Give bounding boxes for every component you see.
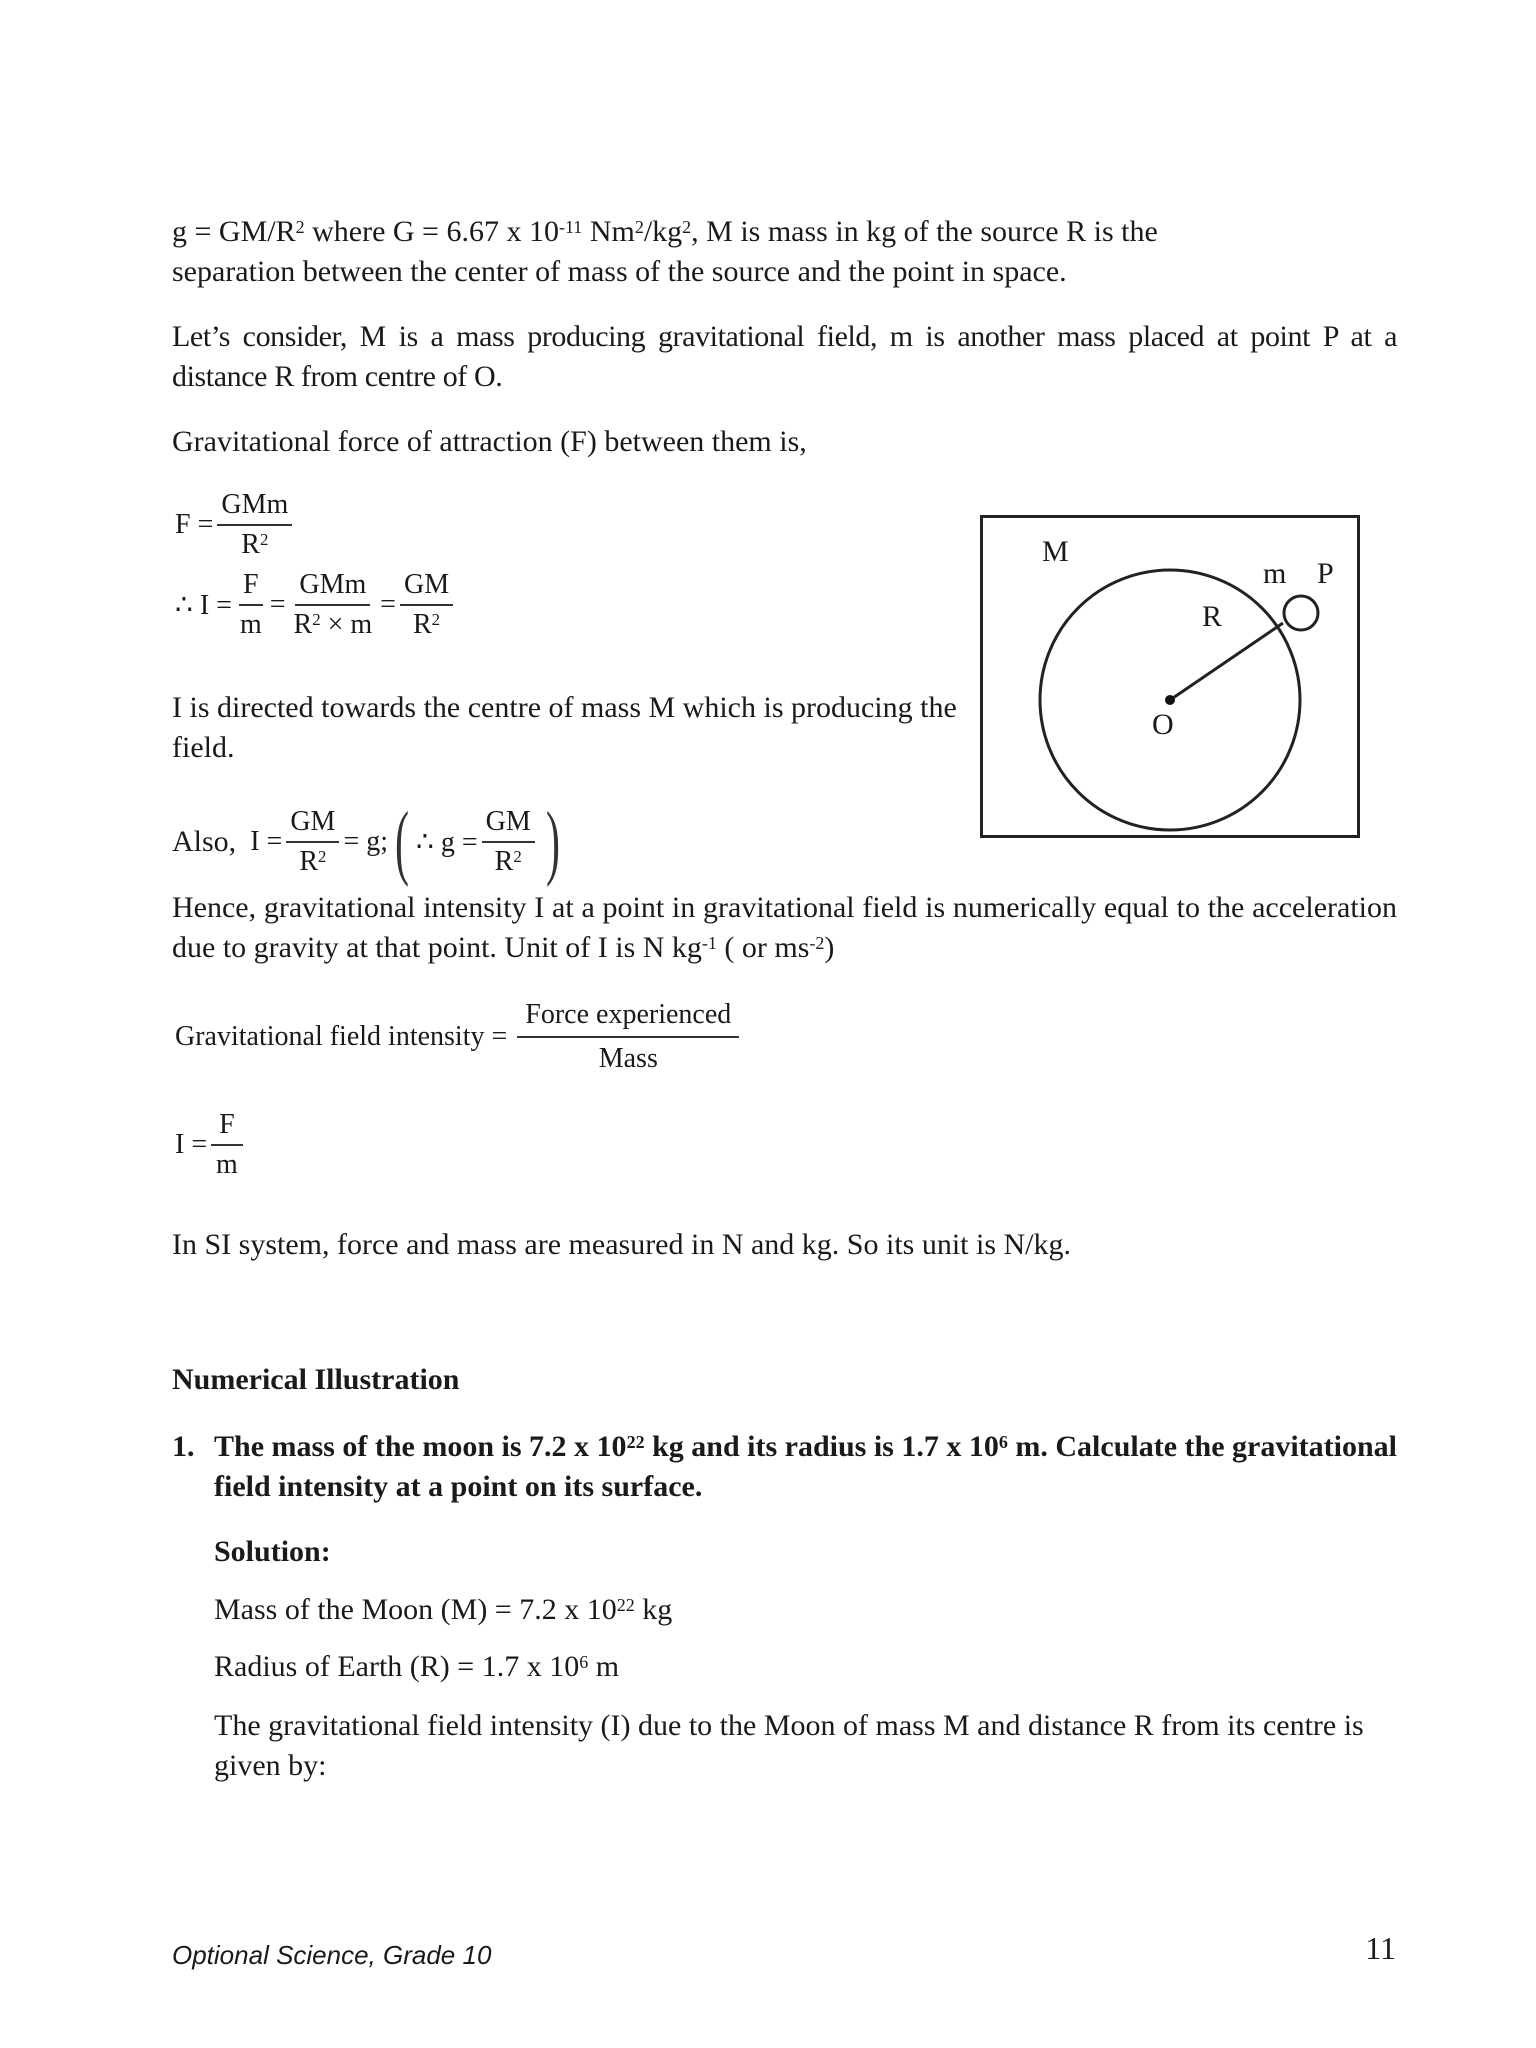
section-heading-numerical: Numerical Illustration	[172, 1363, 460, 1396]
label-O: O	[1152, 708, 1174, 741]
gravitational-field-diagram	[980, 515, 1360, 838]
question-number: 1.	[172, 1430, 195, 1463]
equation-also: Also, I = $\frac{GM}{R^2}$ = g; ( ∴ g = $\frac{GM}{R^2}$ )	[172, 795, 560, 888]
given-mass: Mass of the Moon (M) = 7.2 x $10^{22}$ kg	[214, 1593, 673, 1626]
footer-book-title: Optional Science, Grade 10	[172, 1940, 492, 1970]
label-R: R	[1202, 600, 1223, 633]
fraction: $\frac{\text{GMm}}{R^2 \times m}$	[293, 569, 373, 640]
question-1	[172, 1427, 1397, 1507]
fraction: $\frac{F}{m}$	[211, 1108, 243, 1182]
label-m: m	[1263, 557, 1287, 590]
equation-intensity-chain: ∴ I = $\frac{F}{m}$ = $\frac{\text{GMm}}{R^2 \times m}$ = $\frac{GM}{R^2}$	[175, 568, 457, 642]
open-parenthesis: (	[395, 795, 410, 888]
mass-circle-diagram-icon	[980, 515, 1360, 838]
equation-word-definition: Gravitational field intensity = $\frac{\text{Force experienced}}{\text{Mass}}$	[175, 998, 743, 1076]
equation-force: F = $\frac{\text{GMm}}{R^2}$	[175, 488, 296, 562]
intensity-statement: The gravitational field intensity (I) due to the Moon of mass M and distance R from its centre is given by:	[214, 1709, 1364, 1782]
fraction: $\frac{GM}{R^2}$	[400, 568, 453, 642]
fraction: $\frac{GM}{R^2}$	[482, 805, 535, 879]
fraction: $\frac{\text{GMm}}{R^2}$	[217, 488, 292, 562]
paragraph-line: $g = GM/R^2$ where G = 6.67 x $10^{-11}$ $Nm^2/kg^2$, M is mass in kg of the source R is the	[172, 215, 1158, 248]
equation-short-definition: I = $\frac{F}{m}$	[175, 1108, 247, 1182]
given-radius: Radius of Earth (R) = 1.7 x $10^6$ m	[214, 1650, 620, 1683]
fraction: $\frac{\text{Force experienced}}{\text{Mass}}$	[517, 998, 739, 1076]
solution-label: Solution:	[214, 1535, 331, 1568]
paragraph-si-unit: In SI system, force and mass are measured in N and kg. So its unit is N/kg.	[172, 1228, 1072, 1261]
fraction: $\frac{F}{m}$	[239, 569, 262, 640]
label-P: P	[1317, 557, 1334, 590]
paragraph-force-intro: Gravitational force of attraction (F) between them is,	[172, 425, 807, 458]
label-M: M	[1042, 535, 1069, 568]
fraction: $\frac{GM}{R^2}$	[286, 805, 339, 879]
footer-page-number: 11	[1365, 1930, 1396, 1966]
paragraph-consider: Let’s consider, M is a mass producing gravitational field, m is another mass placed at point P at a distance R from centre of O.	[172, 320, 1397, 393]
paragraph-hence: Hence, gravitational intensity I at a point in gravitational field is numerically equal to the acceleration due to gravity at that point. Unit of I is N $kg^{-1}$ ( or $ms^{-2}$)	[172, 891, 1397, 964]
paragraph-gravity-formula	[172, 212, 1397, 292]
close-parenthesis: )	[545, 795, 560, 888]
paragraph-line: separation between the center of mass of the source and the point in space.	[172, 255, 1067, 288]
paragraph-direction: I is directed towards the centre of mass M which is producing the field.	[172, 691, 957, 764]
question-text: The mass of the moon is 7.2 x $10^{22}$ kg and its radius is 1.7 x $10^6$ m. Calculate the gravitational field intensity at a point on its surface.	[214, 1430, 1398, 1503]
